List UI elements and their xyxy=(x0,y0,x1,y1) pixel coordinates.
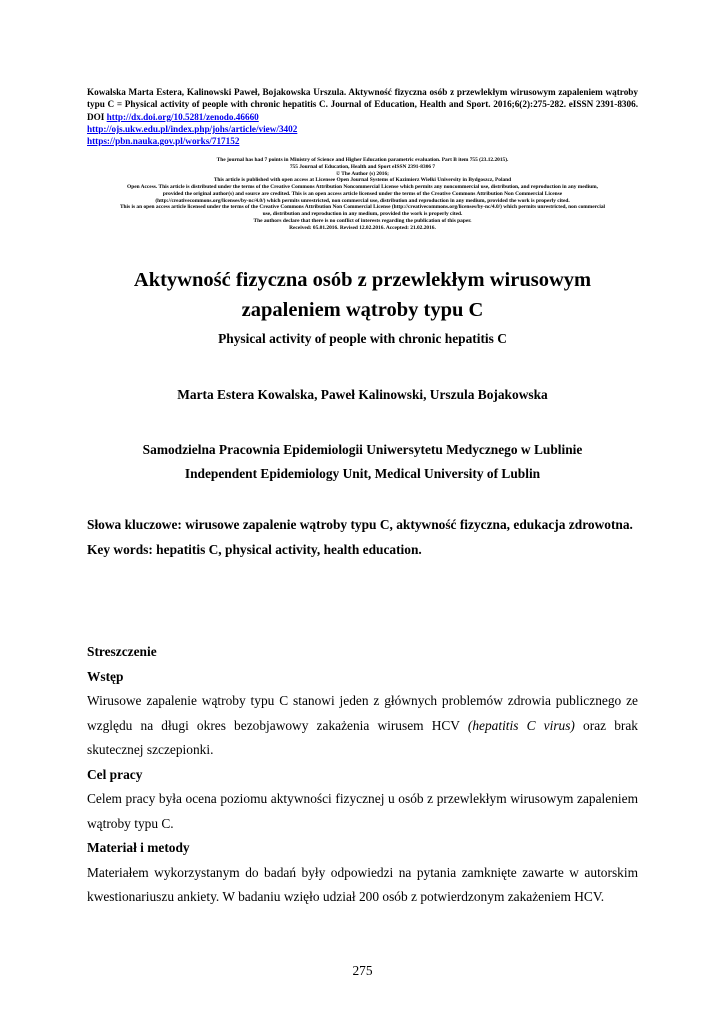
notice-line: The journal has had 7 points in Ministry of Science and Higher Education parametric evaluation. Part B item 755 (23.12.2015). xyxy=(216,157,509,163)
affiliation-en: Independent Epidemiology Unit, Medical University of Lublin xyxy=(184,466,541,481)
article-title xyxy=(80,265,645,325)
abstract xyxy=(87,640,638,910)
notice-line: provided the original author(s) and source are credited. This is an open access article licensed under the terms of the Creative Commons Attribution Non Commercial License xyxy=(162,190,563,197)
keywords-en: Key words: hepatitis C, physical activity, health education. xyxy=(87,542,422,557)
intro-text-1: Wirusowe zapalenie wątroby typu C stanowi jeden z głównych problemów zdrowia publicznego ze względu na długi okres bezobjawowy zakażenia wirusem HCV xyxy=(87,693,638,733)
intro-paragraph xyxy=(87,689,638,763)
notice-line: This article is published with open access at Licensee Open Journal Systems of Kazimierz Wielki University in Bydgoszcz, Poland xyxy=(213,177,512,184)
notice-line: The authors declare that there is no conflict of interests regarding the publication of this paper. xyxy=(253,217,472,224)
ojs-article-link[interactable]: http://ojs.ukw.edu.pl/index.php/johs/article/view/3402 xyxy=(87,123,298,134)
keywords-pl: Słowa kluczowe: wirusowe zapalenie wątroby typu C, aktywność fizyczna, edukacja zdrowotna. xyxy=(87,517,633,532)
notice-line: (http://creativecommons.org/licenses/by-nc/4.0/) which permits unrestricted, non commercial use, distribution and reproduction in any medium, provided the work is properly cited. xyxy=(155,197,570,204)
aim-paragraph: Celem pracy była ocena poziomu aktywności fizycznej u osób z przewlekłym wirusowym zapaleniem wątroby typu C. xyxy=(87,791,638,831)
citation-block xyxy=(87,86,638,147)
pbn-works-link[interactable]: https://pbn.nauka.gov.pl/works/717152 xyxy=(87,136,240,147)
notice-line: Open Access. This article is distributed under the terms of the Creative Commons Attribution Noncommercial License which permits any noncommercial use, distribution, and reproduction in any medium, xyxy=(127,184,598,190)
abstract-heading: Streszczenie xyxy=(87,644,157,659)
keywords xyxy=(87,512,638,562)
license-notice xyxy=(80,157,645,231)
notice-line: use, distribution and reproduction in any medium, provided the work is properly cited. xyxy=(262,211,463,217)
intro-italic: (hepatitis C virus) xyxy=(467,717,575,733)
intro-heading: Wstęp xyxy=(87,668,124,684)
affiliation-pl: Samodzielna Pracownia Epidemiologii Uniwersytetu Medycznego w Lublinie xyxy=(142,442,583,457)
article-subtitle: Physical activity of people with chronic hepatitis C xyxy=(218,331,507,346)
methods-heading: Materiał i metody xyxy=(87,840,190,855)
citation-text: Kowalska Marta Estera, Kalinowski Paweł, Bojakowska Urszula. Aktywność fizyczna osób z przewlekłym wirusowym zapaleniem wątroby typu C = Physical activity of people with chronic hepatitis C. Journal of Education, Health and Sport. 2016;6(2):275-282. eISSN 2391-8306. DOI xyxy=(87,87,638,122)
page-number: 275 xyxy=(352,963,373,978)
intro-text-2: oraz brak skutecznej szczepionki. xyxy=(87,717,639,757)
methods-paragraph: Materiałem wykorzystanym do badań były odpowiedzi na pytania zamknięte zawarte w autorskim kwestionariuszu ankiety. W badaniu wzięło udział 200 osób z potwierdzonym zakażeniem HCV. xyxy=(87,864,638,904)
notice-line: This is an open access article licensed under the terms of the Creative Commons Attribution Non Commercial License (http://creativecommons.org/licenses/by-nc/4.0/) which permits unrestricted, non commercial xyxy=(119,204,606,211)
notice-line: © The Author (s) 2016; xyxy=(336,170,389,177)
doi-link[interactable]: http://dx.doi.org/10.5281/zenodo.46660 xyxy=(106,111,259,122)
notice-line: 755 Journal of Education, Health and Sport eISSN 2391-8306 7 xyxy=(289,163,436,170)
title-line-1: Aktywność fizyczna osób z przewlekłym wirusowym xyxy=(133,269,592,291)
authors: Marta Estera Kowalska, Paweł Kalinowski, Urszula Bojakowska xyxy=(177,387,548,402)
aim-heading: Cel pracy xyxy=(87,766,143,782)
title-line-2: zapaleniem wątroby typu C xyxy=(241,299,484,321)
affiliation xyxy=(80,438,645,486)
notice-line: Received: 05.01.2016. Revised 12.02.2016. Accepted: 21.02.2016. xyxy=(289,224,436,231)
